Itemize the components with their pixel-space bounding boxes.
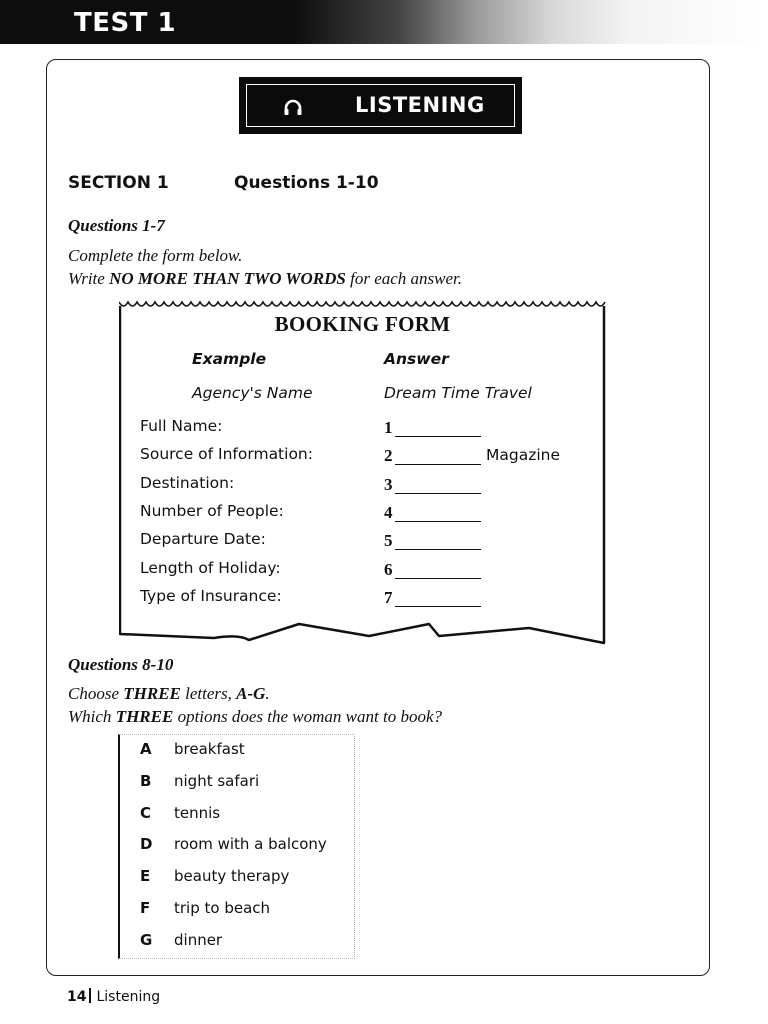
- answer-blank[interactable]: [395, 549, 481, 550]
- answer-number: 3: [384, 474, 393, 494]
- option-letter: F: [140, 899, 151, 917]
- form-field-label: Number of People:: [140, 501, 284, 520]
- option-text: room with a balcony: [174, 835, 327, 854]
- answer-number: 2: [384, 446, 393, 466]
- answer-number: 5: [384, 531, 393, 551]
- option-letter: A: [140, 740, 152, 758]
- footer-label: Listening: [96, 989, 161, 1005]
- banner-label: LISTENING: [355, 93, 485, 117]
- form-field-label: Destination:: [140, 473, 235, 492]
- option-letter: B: [140, 771, 152, 790]
- option-text: night safari: [174, 771, 260, 790]
- answer-number: 1: [384, 418, 393, 437]
- form-title: BOOKING FORM: [274, 312, 451, 336]
- example-answer: Dream Time Travel: [384, 384, 532, 402]
- answer-blank[interactable]: [395, 521, 481, 522]
- answer-blank[interactable]: [395, 493, 481, 494]
- page-footer: [67, 988, 160, 1005]
- questions-8-10-heading: Questions 8-10: [68, 655, 174, 674]
- answer-number: 4: [384, 502, 393, 522]
- form-field-label: Length of Holiday:: [140, 558, 281, 577]
- form-field-label: Type of Insurance:: [140, 586, 282, 605]
- form-field-label: Full Name:: [140, 417, 223, 435]
- option-text: breakfast: [174, 740, 245, 758]
- option-text: dinner: [174, 930, 223, 949]
- form-field-label: Departure Date:: [140, 530, 266, 549]
- instruction-word-limit: Write NO MORE THAN TWO WORDS for each answer.: [68, 269, 463, 288]
- section-questions: Questions 1-10: [234, 173, 379, 193]
- example-label: Example: [192, 350, 267, 368]
- option-letter: E: [140, 867, 151, 886]
- footer-divider: [89, 988, 91, 1003]
- option-letter: C: [140, 803, 152, 822]
- instruction-choose: Choose THREE letters, A-G.: [68, 684, 270, 703]
- option-text: trip to beach: [174, 899, 271, 917]
- banner-border: [246, 84, 515, 127]
- header-bar: [0, 0, 768, 44]
- option-letter: D: [140, 835, 153, 854]
- answer-label: Answer: [384, 350, 449, 368]
- example-field: Agency's Name: [192, 384, 313, 402]
- questions-1-7-heading: Questions 1-7: [68, 216, 165, 235]
- option-text: tennis: [174, 803, 221, 822]
- answer-blank[interactable]: [395, 464, 481, 465]
- test-title: TEST 1: [74, 8, 177, 38]
- options-list: [118, 734, 355, 959]
- form-field-label: Source of Information:: [140, 445, 313, 464]
- page-number: 14: [67, 989, 87, 1005]
- answer-suffix: Magazine: [486, 446, 561, 465]
- option-text: beauty therapy: [174, 867, 290, 886]
- answer-blank[interactable]: [395, 436, 481, 437]
- answer-number: 6: [384, 559, 393, 579]
- answer-blank[interactable]: [395, 606, 481, 607]
- answer-number: 7: [384, 587, 393, 607]
- option-letter: G: [140, 930, 153, 949]
- headphones-icon: [283, 98, 303, 116]
- answer-blank[interactable]: [395, 578, 481, 579]
- instruction-complete: Complete the form below.: [68, 246, 243, 265]
- section-label: SECTION 1: [68, 173, 169, 193]
- listening-banner: [239, 77, 522, 134]
- booking-form: [119, 298, 606, 650]
- instruction-which: Which THREE options does the woman want to book?: [68, 707, 443, 726]
